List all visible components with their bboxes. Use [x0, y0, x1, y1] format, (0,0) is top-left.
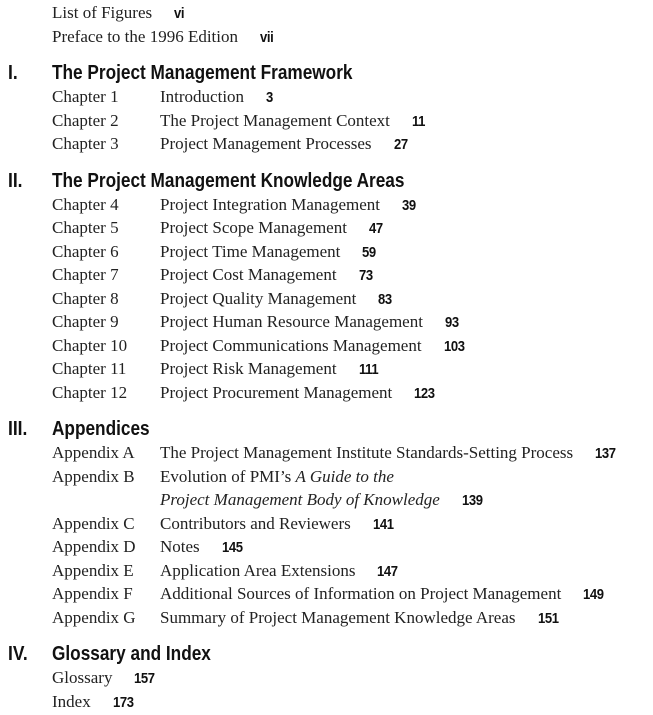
- toc-entry[interactable]: [0, 109, 653, 133]
- toc-entry[interactable]: [0, 263, 653, 287]
- entry-label: Chapter 9: [52, 312, 119, 331]
- toc-entry[interactable]: [0, 334, 653, 358]
- entry-title: [160, 559, 400, 585]
- entry-title-text: List of Figures: [52, 3, 153, 22]
- page-number: 139: [461, 493, 483, 509]
- section-heading: [0, 60, 653, 85]
- page-number: 27: [393, 137, 408, 153]
- entry-title: [160, 109, 426, 135]
- toc-entry[interactable]: [0, 216, 653, 240]
- section-title: Appendices: [52, 417, 150, 440]
- section-title: The Project Management Framework: [52, 61, 353, 84]
- entry-title-text: Glossary: [52, 668, 113, 687]
- page-number: 39: [401, 197, 416, 214]
- entry-label: Chapter 1: [52, 87, 119, 106]
- entry-title-text: Project Procurement Management: [160, 382, 393, 402]
- table-of-contents: [0, 1, 653, 713]
- page-number: 137: [595, 446, 616, 462]
- entry-title-text: Project Scope Management: [160, 218, 347, 237]
- entry-title: [160, 310, 460, 336]
- entry-title: [160, 132, 409, 158]
- page-number: 111: [358, 362, 378, 378]
- section-numeral: III.: [8, 417, 28, 440]
- section-heading: [0, 641, 653, 666]
- entry-title: [160, 582, 606, 608]
- toc-entry[interactable]: [0, 381, 653, 405]
- page-number: 149: [583, 587, 604, 603]
- toc-entry[interactable]: [0, 512, 653, 536]
- entry-title-italic: A Guide to the: [295, 466, 394, 486]
- entry-title-text: Project Management Processes: [160, 134, 372, 153]
- section-numeral: IV.: [8, 642, 28, 665]
- section-numeral: I.: [8, 61, 18, 84]
- entry-title: [160, 263, 374, 289]
- entry-title: [52, 25, 275, 51]
- entry-label: Chapter 4: [52, 194, 119, 214]
- toc-entry[interactable]: [0, 132, 653, 156]
- toc-entry[interactable]: [0, 193, 653, 217]
- toc-entry[interactable]: [0, 582, 653, 606]
- entry-title-text: Introduction: [160, 87, 245, 106]
- entry-title: [160, 85, 274, 111]
- entry-label: Appendix D: [52, 537, 136, 556]
- page-number: 173: [112, 694, 134, 711]
- entry-label: Appendix C: [52, 513, 135, 533]
- page-number: 3: [266, 90, 273, 106]
- entry-label: Appendix A: [52, 443, 135, 462]
- page-number: 123: [414, 385, 435, 402]
- toc-entry-continuation[interactable]: [0, 488, 653, 512]
- toc-entry[interactable]: [0, 559, 653, 583]
- entry-title-text: The Project Management Context: [160, 110, 390, 130]
- entry-label: Chapter 2: [52, 110, 119, 130]
- entry-title: [160, 488, 485, 514]
- section-heading: [0, 168, 653, 193]
- entry-label: Chapter 11: [52, 359, 127, 378]
- entry-title-text: Preface to the 1996 Edition: [52, 26, 239, 46]
- page-number: vii: [260, 29, 274, 46]
- page-number: 59: [362, 244, 377, 261]
- entry-title-text: Project Risk Management: [160, 359, 337, 378]
- entry-label: Chapter 5: [52, 218, 119, 237]
- entry-title: [160, 441, 618, 467]
- page-number: 11: [411, 113, 425, 130]
- entry-label: Chapter 8: [52, 288, 119, 308]
- page-number: 141: [372, 516, 394, 533]
- entry-title-text: Project Integration Management: [160, 194, 380, 214]
- entry-title-text: Notes: [160, 537, 200, 556]
- toc-entry[interactable]: [0, 690, 653, 714]
- page-number: 147: [377, 563, 399, 580]
- page-number: vi: [174, 6, 185, 22]
- entry-title: [160, 240, 378, 266]
- entry-title: [160, 381, 437, 407]
- page-number: 157: [134, 671, 156, 687]
- entry-title: [160, 193, 417, 219]
- toc-entry[interactable]: [0, 606, 653, 630]
- entry-title: [160, 334, 467, 360]
- toc-entry[interactable]: [0, 85, 653, 109]
- section-title: The Project Management Knowledge Areas: [52, 168, 405, 192]
- entry-title-text: Project Human Resource Management: [160, 312, 423, 331]
- entry-title-text: Application Area Extensions: [160, 560, 356, 580]
- entry-label: Chapter 10: [52, 335, 128, 355]
- toc-entry[interactable]: [0, 240, 653, 264]
- entry-label: Appendix G: [52, 607, 136, 627]
- entry-title: [160, 287, 394, 313]
- entry-title: [160, 535, 245, 561]
- entry-label: Appendix E: [52, 560, 134, 580]
- entry-label: Chapter 3: [52, 134, 119, 153]
- entry-title-text: Additional Sources of Information on Project Management: [160, 584, 562, 603]
- toc-entry[interactable]: [0, 465, 653, 489]
- entry-title-text: Contributors and Reviewers: [160, 513, 351, 533]
- entry-title-text: Index: [52, 691, 91, 711]
- entry-title: [52, 690, 136, 715]
- entry-title: [160, 216, 384, 242]
- toc-entry[interactable]: [0, 357, 653, 381]
- entry-label: Chapter 6: [52, 241, 119, 261]
- entry-title: [52, 666, 157, 692]
- toc-entry[interactable]: [0, 666, 653, 690]
- entry-title: [160, 512, 396, 538]
- toc-entry[interactable]: [0, 1, 653, 25]
- entry-title-text: The Project Management Institute Standards-Setting Process: [160, 443, 574, 462]
- entry-label: Appendix F: [52, 584, 133, 603]
- toc-entry[interactable]: [0, 441, 653, 465]
- page-number: 83: [378, 291, 393, 308]
- entry-title-text: Project Time Management: [160, 241, 341, 261]
- section-title: Glossary and Index: [52, 642, 211, 665]
- section-numeral: II.: [8, 168, 23, 192]
- section-heading: [0, 416, 653, 441]
- page-number: 73: [358, 268, 373, 284]
- entry-title: [160, 465, 394, 489]
- entry-title-italic: Project Management Body of Knowledge: [160, 490, 440, 509]
- entry-title-text: Project Communications Management: [160, 335, 422, 355]
- page-number: 47: [368, 221, 383, 237]
- entry-label: Chapter 12: [52, 382, 128, 402]
- page-number: 103: [443, 338, 465, 355]
- page-number: 145: [221, 540, 243, 556]
- entry-title-text: Summary of Project Management Knowledge Areas: [160, 607, 516, 627]
- entry-title: [160, 357, 380, 383]
- toc-entry[interactable]: [0, 25, 653, 49]
- toc-entry[interactable]: [0, 535, 653, 559]
- entry-title: [52, 1, 185, 27]
- entry-label: Appendix B: [52, 466, 135, 486]
- entry-label: Chapter 7: [52, 265, 119, 284]
- page-number: 93: [444, 315, 459, 331]
- entry-title-text: Project Quality Management: [160, 288, 357, 308]
- page-number: 151: [537, 610, 559, 627]
- toc-entry[interactable]: [0, 287, 653, 311]
- entry-title-text: Project Cost Management: [160, 265, 337, 284]
- toc-entry[interactable]: [0, 310, 653, 334]
- entry-title: [160, 606, 561, 632]
- entry-title-text: Evolution of PMI’s: [160, 466, 296, 486]
